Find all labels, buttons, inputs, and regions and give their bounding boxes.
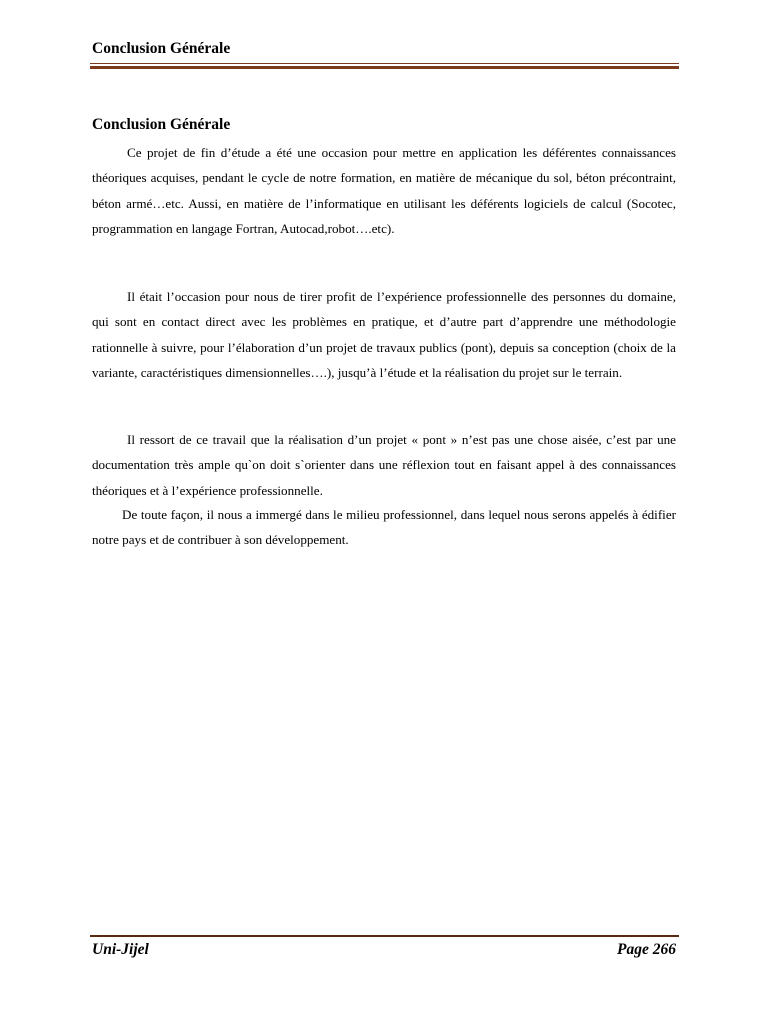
paragraph-2: Il était l’occasion pour nous de tirer profit de l’expérience professionnelle des personnes du domaine, qui sont en contact direct avec les problèmes en pratique, et d’autre part d’apprendre une méthodologie rationnelle à suivre, pour l’élaboration d’un projet de travaux publics (pont), depuis sa conception (choix de la variante, caractéristiques dimensionnelles….), jusqu’à l’étude et la réalisation du projet sur le terrain. [92, 289, 676, 380]
page-header-title: Conclusion Générale [92, 40, 231, 57]
paragraph-3: Il ressort de ce travail que la réalisation d’un projet « pont » n’est pas une chose aisée, c’est par une documentation très ample qu`on doit s`orienter dans une réflexion tout en faisant appel à des connaissances théoriques et à l’expérience professionnelle. [92, 432, 676, 498]
footer-rule [90, 935, 679, 937]
section-heading: Conclusion Générale [92, 116, 231, 133]
header-rule-thick [90, 66, 679, 69]
paragraph-4: De toute façon, il nous a immergé dans le milieu professionnel, dans lequel nous serons appelés à édifier notre pays et de contribuer à son développement. [92, 507, 676, 548]
header-rule-thin [90, 63, 679, 64]
footer-page-number: Page 266 [617, 941, 676, 958]
paragraph-1: Ce projet de fin d’étude a été une occasion pour mettre en application les déférentes connaissances théoriques acquises, pendant le cycle de notre formation, en matière de mécanique du sol, béton précontraint, béton armé…etc. Aussi, en matière de l’informatique en utilisant les déférents logiciels de calcul (Socotec, programmation en langage Fortran, Autocad,robot….etc). [92, 145, 676, 236]
footer-institution: Uni-Jijel [92, 941, 149, 958]
